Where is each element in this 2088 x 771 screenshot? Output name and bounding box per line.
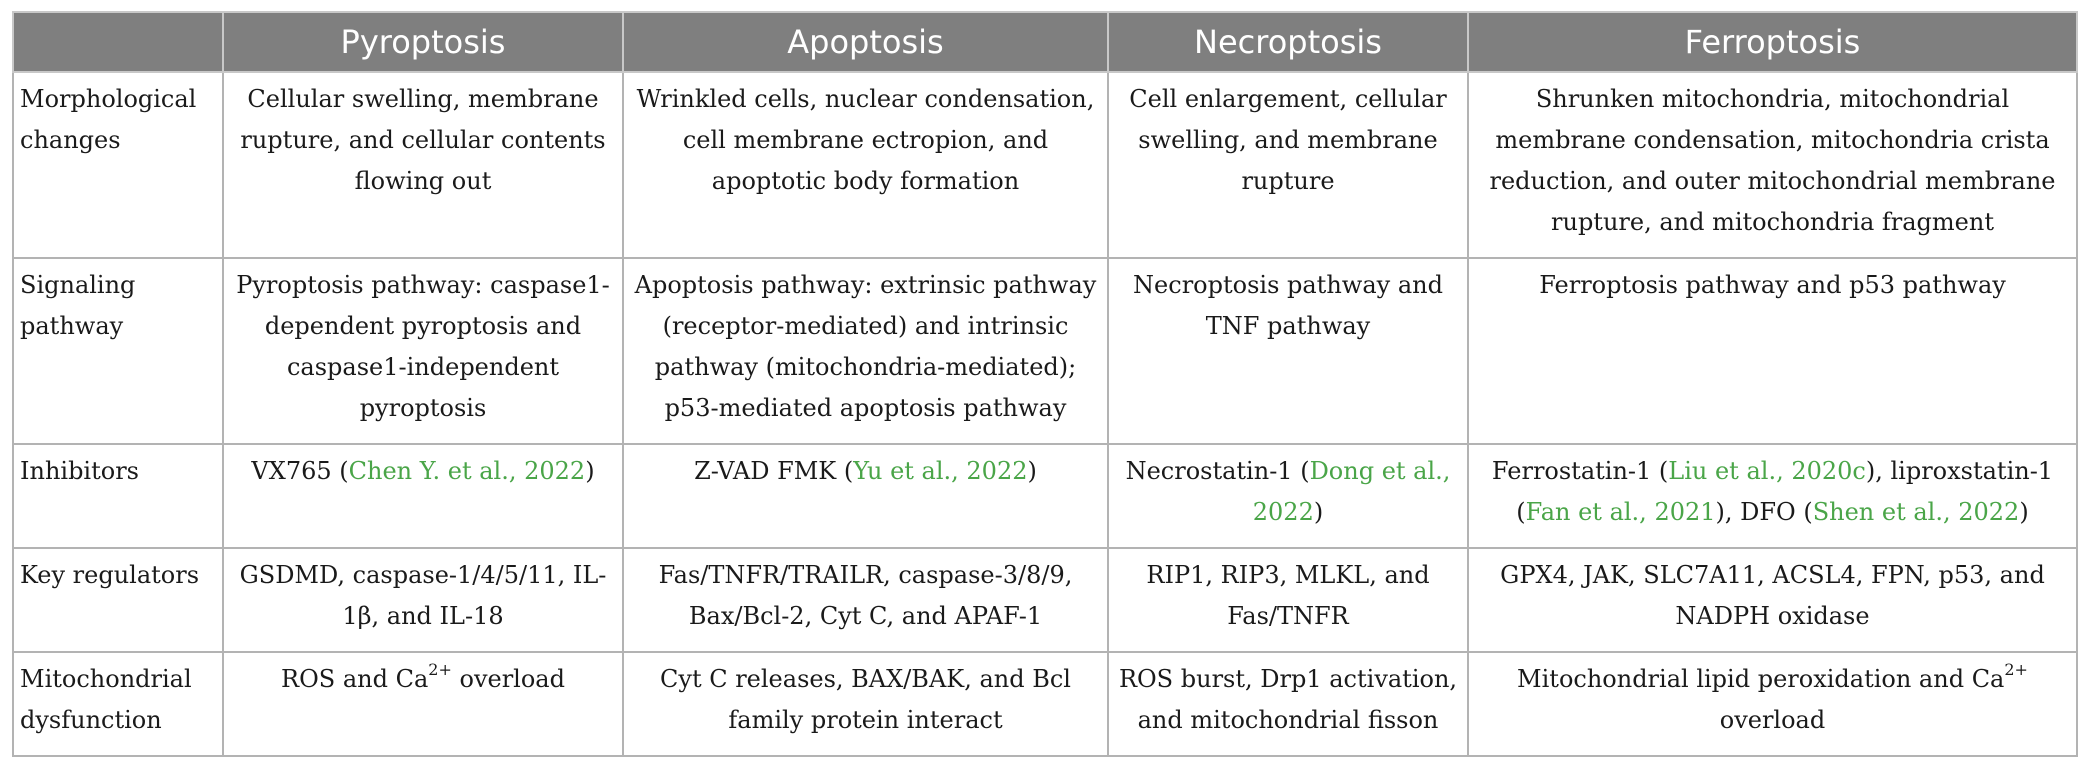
- row-label: Inhibitors: [13, 444, 223, 548]
- cell-text: Ferrostatin-1 (: [1491, 457, 1669, 485]
- table-cell: [1108, 444, 1468, 548]
- cell-text: ROS and Ca: [281, 665, 429, 693]
- table-row: [13, 548, 2077, 652]
- cell-text: overload: [451, 665, 565, 693]
- table-cell: Wrinkled cells, nuclear condensation, cell membrane ectropion, and apoptotic body formation: [623, 72, 1108, 258]
- table-cell: ROS burst, Drp1 activation, and mitochondrial fisson: [1108, 652, 1468, 756]
- citation-link[interactable]: Liu et al., 2020c: [1668, 457, 1866, 485]
- table-cell: Cell enlargement, cellular swelling, and membrane rupture: [1108, 72, 1468, 258]
- cell-text: ), DFO (: [1715, 498, 1813, 526]
- cell-text: ): [1027, 457, 1037, 485]
- table-cell: Cellular swelling, membrane rupture, and cellular contents flowing out: [223, 72, 623, 258]
- row-label: Morphological changes: [13, 72, 223, 258]
- row-label: Mitochondrial dysfunction: [13, 652, 223, 756]
- cell-text: ): [585, 457, 595, 485]
- table-cell: Necroptosis pathway and TNF pathway: [1108, 258, 1468, 444]
- citation-link[interactable]: Fan et al., 2021: [1525, 498, 1716, 526]
- table-row: [13, 258, 2077, 444]
- row-label: Key regulators: [13, 548, 223, 652]
- citation-link[interactable]: Dong et al., 2022: [1252, 457, 1451, 526]
- cell-text: ): [2019, 498, 2029, 526]
- cell-text: ): [1313, 498, 1324, 526]
- superscript: 2+: [428, 660, 452, 679]
- cell-death-comparison-table: [12, 11, 2078, 757]
- table-row: [13, 444, 2077, 548]
- superscript: 2+: [2004, 660, 2028, 679]
- table-cell: Apoptosis pathway: extrinsic pathway (receptor-mediated) and intrinsic pathway (mitochondria-mediated); p53-mediated apoptosis pathway: [623, 258, 1108, 444]
- table-cell: [223, 444, 623, 548]
- header-apoptosis: Apoptosis: [623, 12, 1108, 72]
- table-cell: [223, 652, 623, 756]
- table-cell: [1468, 652, 2077, 756]
- table-cell: GPX4, JAK, SLC7A11, ACSL4, FPN, p53, and NADPH oxidase: [1468, 548, 2077, 652]
- table-cell: RIP1, RIP3, MLKL, and Fas/TNFR: [1108, 548, 1468, 652]
- cell-text: overload: [1719, 706, 1826, 734]
- header-corner: [13, 12, 223, 72]
- citation-link[interactable]: Yu et al., 2022: [853, 457, 1028, 485]
- cell-text: Necrostatin-1 (: [1125, 457, 1310, 485]
- cell-text: Z-VAD FMK (: [694, 457, 854, 485]
- table-cell: Fas/TNFR/TRAILR, caspase-3/8/9, Bax/Bcl-2, Cyt C, and APAF-1: [623, 548, 1108, 652]
- header-pyroptosis: Pyroptosis: [223, 12, 623, 72]
- table-cell: [623, 444, 1108, 548]
- header-necroptosis: Necroptosis: [1108, 12, 1468, 72]
- comparison-table-container: [12, 11, 2076, 757]
- header-ferroptosis: Ferroptosis: [1468, 12, 2077, 72]
- table-row: [13, 652, 2077, 756]
- citation-link[interactable]: Chen Y. et al., 2022: [348, 457, 586, 485]
- cell-text: ), liproxstatin-1 (: [1516, 457, 2054, 526]
- cell-text: Mitochondrial lipid peroxidation and Ca: [1517, 665, 2005, 693]
- citation-link[interactable]: Shen et al., 2022: [1812, 498, 2020, 526]
- table-cell: Pyroptosis pathway: caspase1-dependent pyroptosis and caspase1-independent pyroptosis: [223, 258, 623, 444]
- table-cell: Ferroptosis pathway and p53 pathway: [1468, 258, 2077, 444]
- table-cell: [1468, 444, 2077, 548]
- table-cell: Cyt C releases, BAX/BAK, and Bcl family protein interact: [623, 652, 1108, 756]
- table-cell: GSDMD, caspase-1/4/5/11, IL-1β, and IL-18: [223, 548, 623, 652]
- row-label: Signaling pathway: [13, 258, 223, 444]
- header-row: [13, 12, 2077, 72]
- cell-text: VX765 (: [251, 457, 349, 485]
- table-row: [13, 72, 2077, 258]
- table-cell: Shrunken mitochondria, mitochondrial membrane condensation, mitochondria crista reduction, and outer mitochondrial membrane rupture, and mitochondria fragment: [1468, 72, 2077, 258]
